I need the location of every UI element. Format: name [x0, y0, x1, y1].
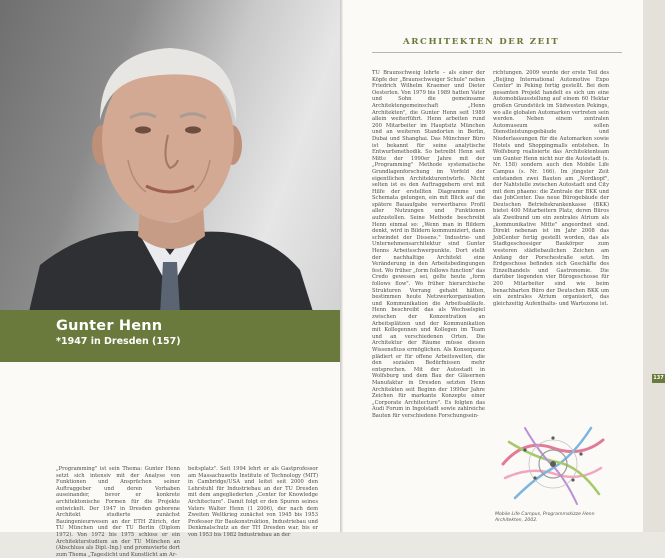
architect-birth-info: *1947 in Dresden (157) [56, 336, 181, 347]
right-paragraph-2: richtungen. 2009 wurde der erste Teil des „Beijing International Automotive Expo Center" in Peking fertig gestellt. Bei dem gesamten Projekt handelt es sich um eine Automobilausstellung auf einem 60 Hektar großen Grundstück im Südwesten Pekings, wo alle globalen Automarken vertreten sein werden. Neben einem zentralen Automuseum sollen Dienstleistungsgebäude und Niederlassungen für die Automarken sowie Hotels und Shoppingmalls entstehen. In Wolfsburg realisierte das Architektenteam um Gunter Henn nicht nur die Autostadt (s. Nr. 158) sondern auch den Mobile Life Campus (s. Nr. 166). Im jüngster Zeit entstanden zwei Bauten am „Nordkopf", der Nahtstelle zwischen Autostadt und City mit dem phaeno: die Zentrale der BKK und das JobCenter. Das neue Bürogebäude der Deutschen Betriebskrankenkasse (BKK) bietet 400 Mitarbeitern Platz, deren Büros als Zweibund um ein zentrales Atrium als „kommunikative Mitte" angeordnet sind. Direkt nebenan ist im Jahr 2008 das JobCenter fertig gestellt worden, das als Stadtgeschossiger Baukörper zum westeren städtebaulichen Zeichen am Anfang der Porschestraße setzt. Im Erdgeschoss befinden sich Geschäfte des Einzelhandels und Gastronomie. Die darüber liegenden vier Bürogeschosse für 200 Mitarbeiter sind wie beim benachbarten Büro der Deutschen BKK um ein zentrales Atrium organisiert, das gleichzeitig Aufenthalts- und Wartezone ist. [493, 70, 609, 307]
left-text-column-2 [188, 466, 318, 539]
left-paragraph-2: beitsplatz". Seit 1994 lehrt er als Gastprofessor am Massachusetts Institute of Technology (MIT) in Cambridge/USA und leitet seit 2000 den Lehrstuhl für Industriebau an der TU Dresden mit dem angegliederten „Center for Knowledge Architecture". Damit folgt er den Spuren seines Vaters Walter Henn (1 2006), der nach dem Zweiten Weltkrieg zunächst von 1945 bis 1953 Professor für Baukonstruktion, Industriebau und Denkmalschutz an der TH Dresden war, bis er von 1953 bis 1982 Industriebau an der [188, 466, 318, 538]
header-divider [372, 52, 622, 53]
left-paragraph-1: „Programming" ist sein Thema: Gunter Henn setzt sich intensiv mit der Analyse von Funktionen und Ansprüchen seiner Auftraggeber und deren Vorhaben auseinander, bevor er konkrete architektonische Formen für die Projekte entwickelt. Der 1947 in Dresden geborene Architekt studierte zunächst Bauingenieurwesen an der ETH Zürich, der TU München und der TU Berlin (Diplom 1972). Von 1972 bis 1975 schloss er ein Architekturstudium an der TU München an (Abschluss als Dipl.-Ing.) und promovierte dort zum Thema „Tageslicht und Kunstlicht am Ar- [56, 466, 180, 558]
right-text-column-1 [372, 70, 485, 419]
page-edge [643, 0, 665, 532]
left-text-column-1 [56, 466, 180, 558]
portrait-illustration [0, 0, 340, 350]
right-text-column-2 [493, 70, 609, 307]
chapter-header: ARCHITEKTEN DER ZEIT [403, 37, 560, 47]
right-paragraph-1: TU Braunschweig lehrte – als einer der Köpfe der „Braunschweiger Schule" neben Friedrich Wilhelm Kraemer und Dieter Oesterlen. Von 1979 bis 1989 hatten Vater und Sohn die gemeinsame Architektengemeinschaft „Henn Architekten", die Gunter Henn seit 1989 allein weiterführt. Henn arbeiten rund 200 Mitarbeiter im Hauptsitz München und an weiteren Standorten in Berlin, Dubai und Shanghai. Das Münchner Büro ist bekannt für seine analytische Entwurfsmethodik. So betreibt Henn seit Mitte der 1990er Jahre mit der „Programming" Methode systematische Grundlagenforschung im Vorfeld der eigentlichen Architekturentwürfe. Nicht selten ist es den Auftraggebern erst mit Hilfe der erstellten Diagramme und Schemata gelungen, ein mit Blick auf die spätere Bauaufgabe verwertbares Profil aller Nutzungen und Funktionen aufzustellen. Seine Methode beschreibt Henn einmal so: „Wenn man in Bildern denkt, wird in Bildern kommuniziert, dann schwindet der Dissens." Industrie- und Unternehmensarchitektur sind Gunter Henns Arbeitsschwerpunkte. Dort stellt der nachhaltige Architekt eine Veränderung in den Arbeitsbedingungen fest. Wo früher „form follows function" das Credo gewesen sei, gelte heute „form follows flow". Wo früher hierarchische Strukturen Vorrang gehabt hätten, bestimmen heute Netzwerkorganisation und Kommunikation die Arbeitsabläufe. Henn beschreibt das als Wechselspiel zwischen der Konzentration an Arbeitsplätzen und der Kommunikation mit Kollegennen und Kollegen im Team und an verschiedenen Orten. Die Architektur der Räume müsse diesen Wissensfluss ermöglichen. Als Konsequenz plädiert er für offene Arbeitswelten, die den sozialen Bedürfnissen mehr entsprechen. Mit der Autostadt in Wolfsburg und dem Bau der Gläsernen Manufaktur in Dresden setzten Henn Architekten seit Beginn der 1990er Jahre Zeichen für markante Konzepte einer „Corporate Architecture". Es folgten das Audi Forum in Ingolstadt sowie zahlreiche Bauten für verschiedene Forschungsein- [372, 70, 485, 419]
architect-name: Gunter Henn [56, 318, 163, 334]
program-sketch-figure [495, 418, 611, 510]
figure-caption: Mobile Life Campus, Programmskizze Henn Architekten, 2002. [495, 512, 595, 523]
page-number: 137 [653, 375, 664, 381]
portrait-photo [0, 0, 340, 350]
